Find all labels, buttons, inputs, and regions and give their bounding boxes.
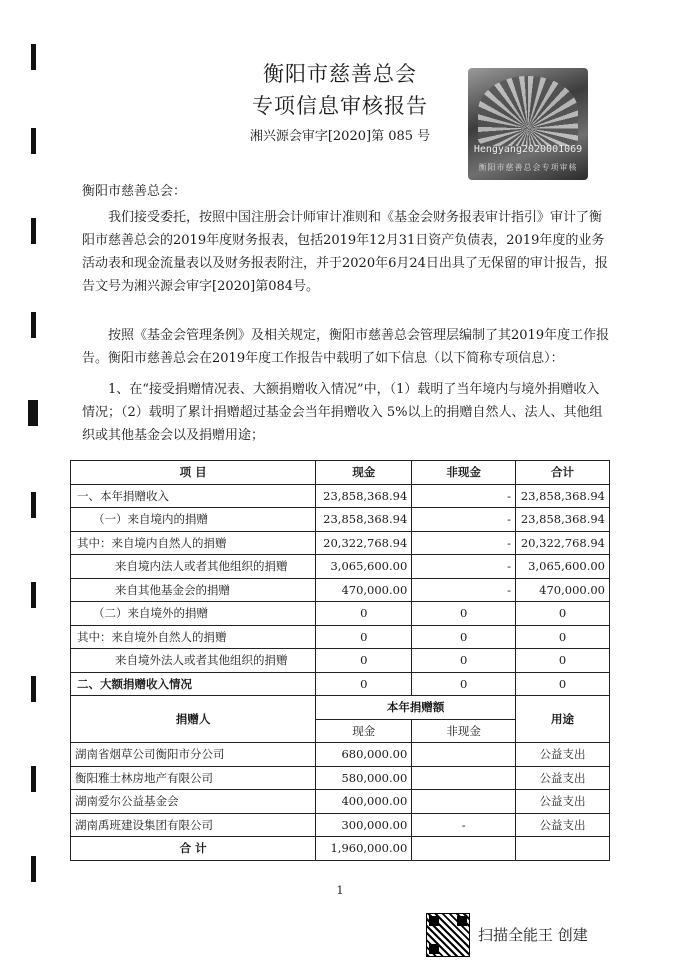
donor-row: 衡阳雅士林房地产有限公司 580,000.00 公益支出 <box>71 766 610 790</box>
stamp-footer: 衡阳市慈善总会专项审核 <box>478 163 578 172</box>
stamp-code: Hengyang2020001069 <box>473 144 583 155</box>
paragraph-management: 按照《基金会管理条例》及相关规定，衡阳市慈善总会管理层编制了其2019年度工作报告。衡阳市慈善总会在2019年度工作报告中载明了如下信息（以下简称专项信息）： <box>82 328 610 366</box>
binding-mark <box>31 766 36 792</box>
document-number: 湘兴源会审字[2020]第 085 号 <box>249 129 431 144</box>
subheader-cash: 现金 <box>316 719 412 743</box>
header-use: 用途 <box>515 696 609 743</box>
donor-row: 湖南爱尔公益基金会 400,000.00 公益支出 <box>71 790 610 814</box>
table-row: 二、大额捐赠收入情况 0 0 0 <box>71 672 610 696</box>
header-amount: 本年捐赠额 <box>316 696 516 720</box>
qr-code-icon <box>426 913 470 957</box>
anti-counterfeit-stamp <box>468 68 588 180</box>
table-row: 其中：来自境外自然人的捐赠 0 0 0 <box>71 625 610 649</box>
salutation: 衡阳市慈善总会： <box>82 184 187 199</box>
report-title: 专项信息审核报告 <box>252 94 428 118</box>
table-row: 其中：来自境内自然人的捐赠 20,322,768.94 - 20,322,768.94 <box>71 531 610 555</box>
paragraph-engagement: 我们接受委托，按照中国注册会计师审计准则和《基金会财务报表审计指引》审计了衡阳市慈善总会的2019年度财务报表，包括2019年12月31日资产负债表，2019年度的业务活动表和现金流量表以及财务报表附注，并于2020年6月24日出具了无保留的审计报告，报告文号为湘兴源会审字[2020]第084号。 <box>82 210 608 294</box>
binding-mark <box>31 492 36 518</box>
page-number: 1 <box>336 884 344 897</box>
report-title-org: 衡阳市慈善总会 <box>263 62 417 86</box>
table-row: （一）来自境内的捐赠 23,858,368.94 - 23,858,368.94 <box>71 508 610 532</box>
subheader-noncash: 非现金 <box>412 719 516 743</box>
scanner-watermark: 扫描全能王 创建 <box>478 926 588 944</box>
binding-mark <box>31 218 36 244</box>
table-row: 来自其他基金会的捐赠 470,000.00 - 470,000.00 <box>71 578 610 602</box>
donation-table <box>70 460 610 861</box>
binding-mark <box>31 582 36 608</box>
header-total: 合计 <box>515 461 609 485</box>
table-row: 一、本年捐赠收入 23,858,368.94 - 23,858,368.94 <box>71 484 610 508</box>
donor-row: 湖南省烟草公司衡阳市分公司 680,000.00 公益支出 <box>71 743 610 767</box>
table-header-row <box>71 461 610 485</box>
header-noncash: 非现金 <box>412 461 516 485</box>
total-row: 合 计 1,960,000.00 <box>71 837 610 861</box>
table-row: 来自境内法人或者其他组织的捐赠 3,065,600.00 - 3,065,600.00 <box>71 555 610 579</box>
table-row: 来自境外法人或者其他组织的捐赠 0 0 0 <box>71 649 610 673</box>
donor-row: 湖南禹班建设集团有限公司 300,000.00 - 公益支出 <box>71 813 610 837</box>
stamp-emblem <box>478 76 578 146</box>
header-donor: 捐赠人 <box>71 696 316 743</box>
binding-mark <box>31 856 36 882</box>
binding-mark <box>28 400 38 426</box>
binding-mark <box>31 312 36 338</box>
binding-mark <box>31 676 36 702</box>
donor-header-row <box>71 696 610 720</box>
table-row: （二）来自境外的捐赠 0 0 0 <box>71 602 610 626</box>
header-item: 项 目 <box>71 461 316 485</box>
header-cash: 现金 <box>316 461 412 485</box>
paragraph-item-1: 1、在“接受捐赠情况表、大额捐赠收入情况”中，（1）载明了当年境内与境外捐赠收入情况；（2）载明了累计捐赠超过基金会当年捐赠收入 5%以上的捐赠自然人、法人、其他组织或其他基金会以及捐赠用途； <box>82 382 603 443</box>
